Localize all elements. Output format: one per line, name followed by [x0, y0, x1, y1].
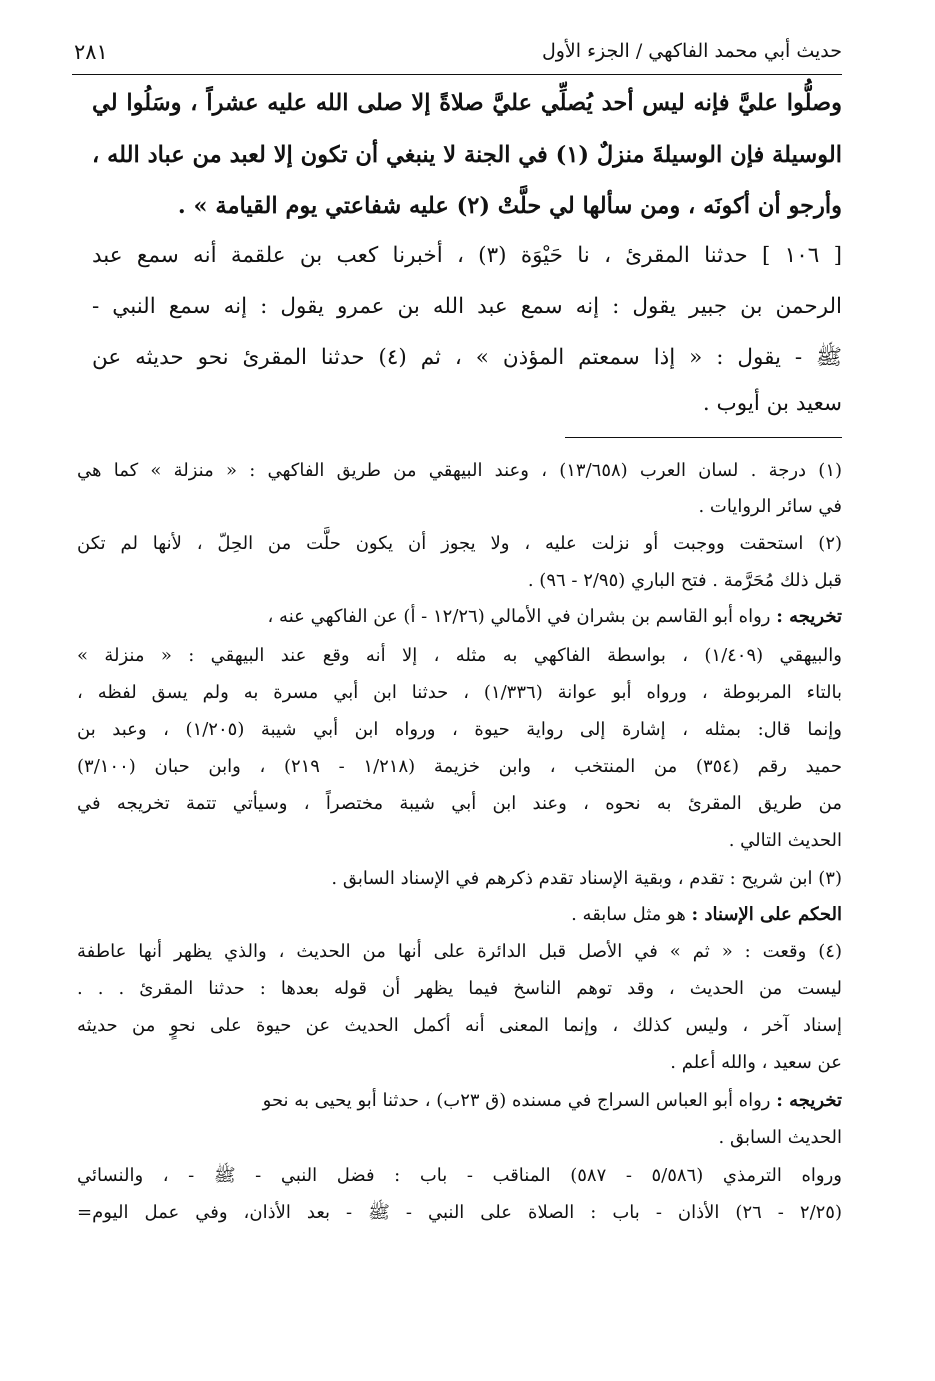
- footnote-4-more-line: ورواه الترمذي (٥/٥٨٦ - ٥٨٧) المناقب - باب : فضل النبي - ﷺ - ، والنسائي: [77, 1165, 842, 1186]
- footnote-2-takhrij-line: حميد رقم (٣٥٤) من المنتخب ، وابن خزيمة (١/٢١٨ - ٢١٩) ، وابن حبان (٣/١٠٠): [77, 756, 842, 777]
- takhrij-text: رواه أبو القاسم بن بشران في الأمالي (١٢/٢٦ - أ) عن الفاكهي عنه ،: [267, 606, 771, 627]
- footnote-2-takhrij-line: والبيهقي (١/٤٠٩) ، بواسطة الفاكهي به مثله ، إلا أنه وقع عند البيهقي : « منزلة »: [77, 645, 842, 666]
- footnote-4-takhrij-line: [77, 1090, 842, 1111]
- takhrij-text: رواه أبو العباس السراج في مسنده (ق ٢٣ب) ، حدثنا أبو يحيى به نحو: [262, 1090, 771, 1111]
- isnad-line: [ ١٠٦ ] حدثنا المقرئ ، نا حَيْوَة (٣) ، أخبرنا كعب بن علقمة أنه سمع عبد: [92, 243, 842, 268]
- footnote-4-takhrij-line: الحديث السابق .: [718, 1127, 842, 1148]
- isnad-line: الرحمن بن جبير يقول : إنه سمع عبد الله بن عمرو يقول : إنه سمع النبي -: [92, 294, 842, 319]
- footnote-3-hukm-line: [571, 904, 842, 925]
- footnote-4-line: (٤) وقعت : « ثم » في الأصل قبل الدائرة على أنها من الحديث ، والذي يظهر أنها عاطفة: [77, 941, 842, 962]
- takhrij-label: تخريجه :: [776, 1090, 842, 1111]
- footnote-4-line: إسناد آخر ، وليس كذلك ، وإنما المعنى أنه أكمل الحديث عن حيوة على نحوٍ من حديثه: [77, 1015, 842, 1036]
- footnote-1-line: في سائر الروايات .: [698, 496, 842, 517]
- footnote-2-takhrij-line: وإنما قال: بمثله ، إشارة إلى رواية حيوة ، ورواه ابن أبي شيبة (١/٢٠٥) ، وعبد بن: [77, 719, 842, 740]
- footnote-2-takhrij-line: [77, 606, 842, 627]
- page-number: ٢٨١: [74, 40, 108, 64]
- footnote-2-takhrij-line: الحديث التالي .: [728, 830, 842, 851]
- isnad-line: ﷺ - يقول : « إذا سمعتم المؤذن » ، ثم (٤) حدثنا المقرئ نحو حديثه عن: [92, 345, 843, 370]
- hukm-label: الحكم على الإسناد :: [691, 904, 842, 925]
- footnote-4-more-line: (٢/٢٥ - ٢٦) الأذان - باب : الصلاة على النبي - ﷺ - بعد الأذان، وفي عمل اليوم=: [77, 1202, 843, 1223]
- takhrij-label: تخريجه :: [776, 606, 842, 627]
- hadith-line: الوسيلة فإن الوسيلةَ منزلٌ (١) في الجنة لا ينبغي أن تكون إلا لعبد من عباد الله ،: [92, 142, 842, 168]
- page-header: [72, 38, 842, 75]
- footnote-2-line: قبل ذلك مُحَرَّمة . فتح الباري (٢/٩٥ - ٩٦) .: [527, 570, 842, 591]
- footnote-2-takhrij-line: من طريق المقرئ به نحوه ، وعند ابن أبي شيبة مختصراً ، وسيأتي تتمة تخريجه في: [77, 793, 842, 814]
- isnad-line: سعيد بن أيوب .: [702, 391, 842, 416]
- hukm-text: هو مثل سابقه .: [571, 904, 686, 925]
- hadith-line: وأرجو أن أكونَه ، ومن سألها لي حلَّتْ (٢) عليه شفاعتي يوم القيامة » .: [177, 193, 842, 219]
- running-title: حديث أبي محمد الفاكهي / الجزء الأول: [541, 40, 842, 62]
- footnote-4-line: عن سعيد ، والله أعلم .: [670, 1052, 842, 1073]
- footnote-1-line: (١) درجة . لسان العرب (١٣/٦٥٨) ، وعند البيهقي من طريق الفاكهي : « منزلة » كما هي: [77, 460, 843, 481]
- footnote-separator: [565, 437, 842, 438]
- footnote-2-line: (٢) استحقت ووجبت أو نزلت عليه ، ولا يجوز أن يكون حلَّت من الحِلّ ، لأنها لم تكن: [77, 533, 843, 554]
- footnote-2-takhrij-line: بالتاء المربوطة ، ورواه أبو عوانة (١/٣٣٦) ، حدثنا ابن أبي مسرة به ولم يسق لفظه ،: [77, 682, 842, 703]
- hadith-line: وصلُّوا عليَّ فإنه ليس أحد يُصلِّي عليَّ صلاةً إلا صلى الله عليه عشراً ، وسَلُوا لي: [92, 90, 842, 116]
- footnote-3-line: (٣) ابن شريح : تقدم ، وبقية الإسناد تقدم ذكرهم في الإسناد السابق .: [331, 868, 842, 889]
- footnote-4-line: ليست من الحديث ، وقد توهم الناسخ فيما يظهر أن قوله بعدها : حدثنا المقرئ . . .: [77, 978, 842, 999]
